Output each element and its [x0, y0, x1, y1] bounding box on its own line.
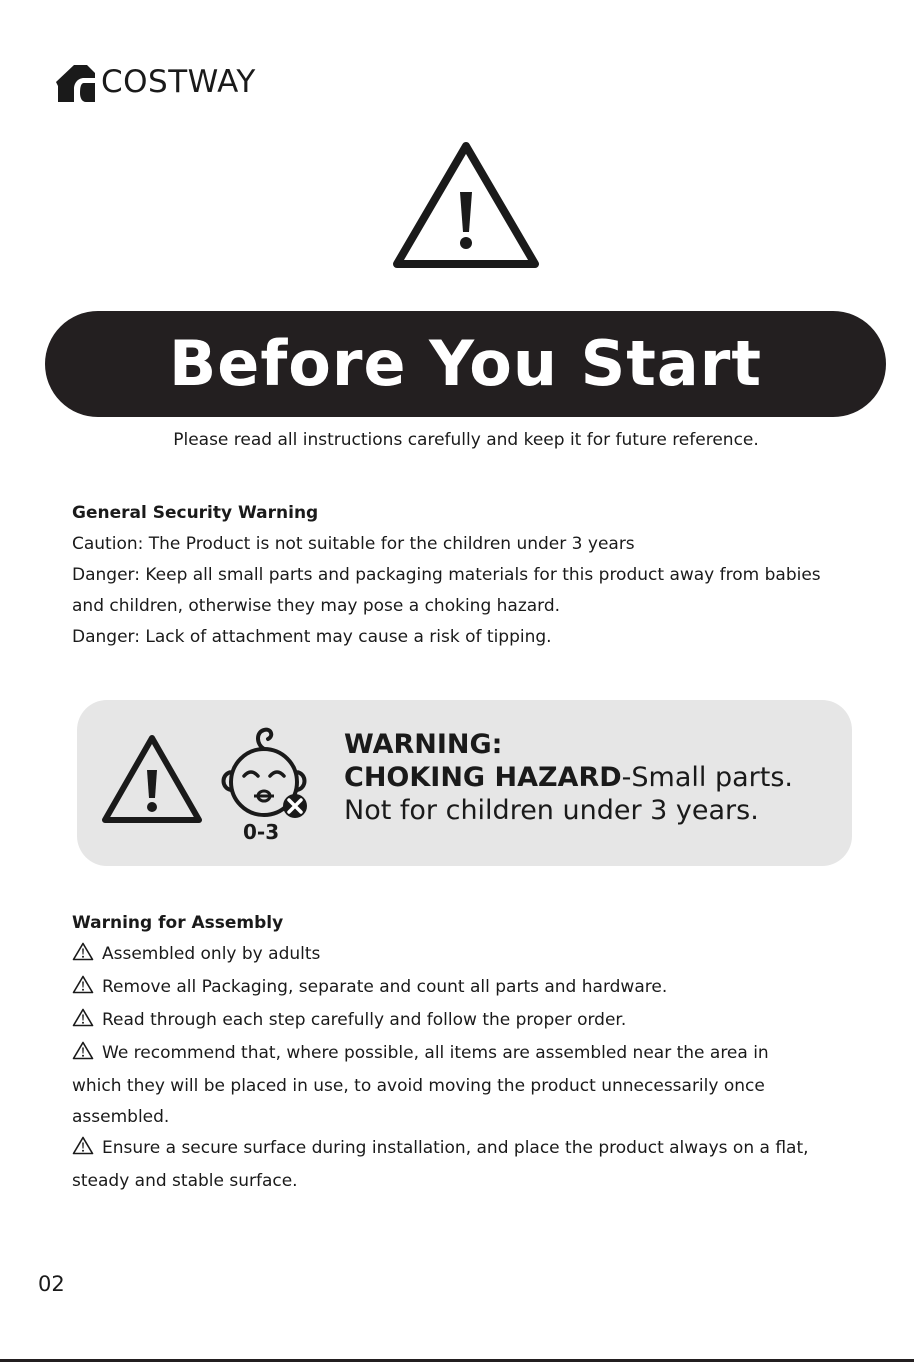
warning-line: Caution: The Product is not suitable for the children under 3 years — [72, 534, 635, 554]
general-warning-section — [72, 498, 872, 653]
list-item: We recommend that, where possible, all items are assembled near the area in — [72, 1038, 872, 1071]
hazard-detail: -Small parts. — [621, 762, 794, 793]
small-warning-icon — [72, 1007, 94, 1038]
baby-face-icon — [216, 724, 316, 828]
age-label: 0-3 — [243, 820, 280, 844]
choking-hazard-box — [77, 700, 852, 866]
small-warning-icon — [72, 1040, 94, 1071]
small-warning-icon — [72, 941, 94, 972]
list-item: Assembled only by adults — [72, 939, 872, 972]
warning-line: Danger: Keep all small parts and packaging materials for this product away from babies — [72, 565, 821, 585]
hazard-label: CHOKING HAZARD — [344, 762, 622, 793]
section-heading: General Security Warning — [72, 503, 319, 523]
title-banner — [45, 311, 886, 417]
small-warning-icon — [72, 974, 94, 1005]
list-item-continuation: steady and stable surface. — [72, 1171, 298, 1191]
age-restriction: Not for children under 3 years. — [344, 795, 759, 826]
hazard-line — [344, 761, 793, 794]
brand-logo — [54, 62, 256, 102]
warning-label: WARNING: — [344, 729, 503, 760]
list-item: Remove all Packaging, separate and count all parts and hardware. — [72, 972, 872, 1005]
warning-line: Danger: Lack of attachment may cause a risk of tipping. — [72, 627, 552, 647]
page-title: Before You Start — [169, 327, 762, 400]
list-item: Read through each step carefully and follow the proper order. — [72, 1005, 872, 1038]
house-logo-icon — [54, 62, 98, 102]
list-item: Ensure a secure surface during installation, and place the product always on a flat, — [72, 1133, 872, 1166]
list-item-continuation: assembled. — [72, 1107, 170, 1127]
warning-triangle-icon — [391, 140, 541, 274]
brand-name: COSTWAY — [101, 63, 256, 100]
list-item-continuation: which they will be placed in use, to avoid moving the product unnecessarily once — [72, 1076, 765, 1096]
warning-line: and children, otherwise they may pose a choking hazard. — [72, 596, 561, 616]
assembly-warning-section — [72, 908, 872, 1197]
page-number: 02 — [38, 1272, 65, 1296]
section-heading: Warning for Assembly — [72, 913, 284, 933]
intro-text: Please read all instructions carefully and keep it for future reference. — [173, 430, 759, 450]
small-warning-icon — [72, 1135, 94, 1166]
warning-triangle-icon — [100, 732, 204, 830]
choking-warning-text — [344, 728, 793, 827]
